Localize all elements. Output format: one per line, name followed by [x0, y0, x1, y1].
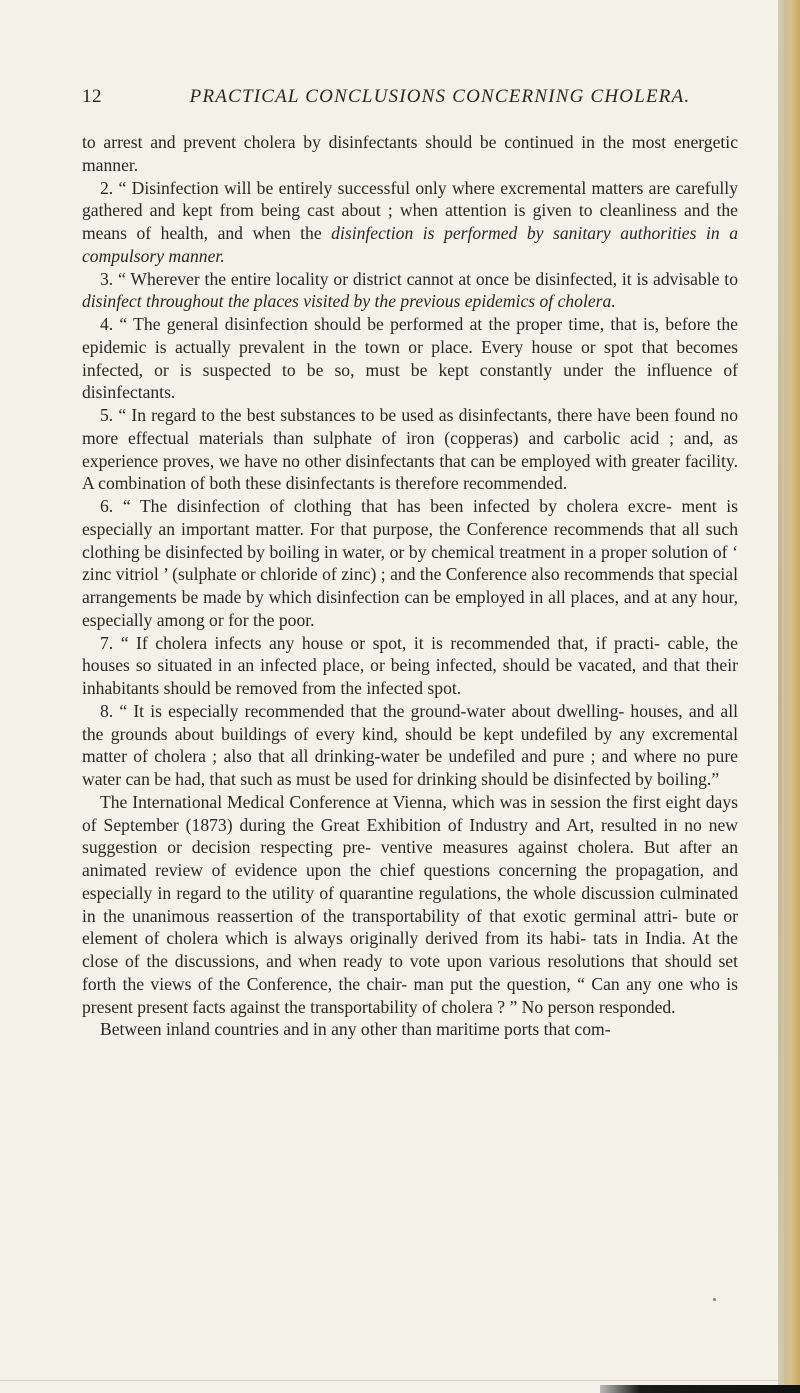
paragraph-text: 4. “ The general disinfection should be performed at the proper time, that is, before the epidemic is actually prevalent in the town or place. Every house or spot that becomes infected, or is suspected to be so, must be kept constantly under the influence of disinfectants. — [82, 314, 738, 403]
paragraph-item-5 — [82, 404, 738, 495]
paragraph-text: 3. “ Wherever the entire locality or district cannot at once be disinfected, it is advisable to — [100, 268, 738, 289]
bottom-rule — [0, 1380, 778, 1381]
paragraph-text: 8. “ It is especially recommended that the ground-water about dwelling- houses, and all the grounds about buildings of every kind, should be kept undefiled by any excremental matter of cholera ; also that all drinking-water be undefiled and pure ; and where no pure water can be had, that such as must be used for drinking should be disinfected by boiling.” — [82, 700, 738, 789]
paragraph-text: to arrest and prevent cholera by disinfectants should be continued in the most energetic manner. — [82, 132, 738, 175]
page-header — [82, 86, 738, 110]
paragraph-continuation — [82, 131, 738, 177]
paragraph-text: Between inland countries and in any other than maritime ports that com- — [100, 1019, 611, 1040]
page-number: 12 — [82, 86, 102, 107]
paragraph-emphasis: disinfect throughout the places visited by the previous epidemics of cholera. — [82, 291, 616, 312]
scan-bottom-bar — [600, 1385, 800, 1393]
paragraph-text: 7. “ If cholera infects any house or spot, it is recommended that, if practi- cable, the houses so situated in an infected place, or being infected, should be vacated, and that their inhabitants should be removed from the infected spot. — [82, 632, 738, 698]
paragraph-item-8 — [82, 700, 738, 791]
page-body — [82, 131, 738, 1041]
running-head: PRACTICAL CONCLUSIONS CONCERNING CHOLERA. — [189, 86, 691, 107]
paragraph-vienna-conference — [82, 791, 738, 1019]
paragraph-text: 6. “ The disinfection of clothing that has been infected by cholera excre- ment is especially an important matter. For that purpose, the Conference recommends that all such clothing be disinfected by boiling in water, or by chemical treatment in a proper solution of ‘ zinc vitriol ’ (sulphate or chloride of zinc) ; and the Conference also recommends that special arrangements be made by which disinfection can be employed in all places, and at any hour, especially among or for the poor. — [82, 496, 738, 630]
paragraph-item-4 — [82, 313, 738, 404]
paragraph-item-2 — [82, 177, 738, 268]
paragraph-text: The International Medical Conference at Vienna, which was in session the first eight days of September (1873) during the Great Exhibition of Industry and Art, resulted in no new suggestion or decision respecting pre- ventive measures against cholera. But after an animated review of evidence upon the chief questions concerning the propagation, and especially in regard to the utility of quarantine regulations, the whole discussion culminated in the unanimous reassertion of the transportability of that exotic germinal attri- bute or element of cholera which is always originally derived from its habi- tats in India. At the close of the discussions, and when ready to vote upon various resolutions that should set forth the views of the Conference, the chair- man put the question, “ Can any one who is present present facts against the transportability of cholera ? ” No person responded. — [82, 791, 738, 1017]
ink-speck — [713, 1298, 716, 1301]
page-edge — [778, 0, 800, 1393]
paragraph-item-7 — [82, 632, 738, 700]
paragraph-emphasis: disinfection is performed by sanitary authorities in a compulsory manner. — [82, 223, 738, 266]
paragraph-item-6 — [82, 495, 738, 632]
paragraph-text: 5. “ In regard to the best substances to be used as disinfectants, there have been found no more effectual materials than sulphate of iron (copperas) and carbolic acid ; and, as experience proves, we have no other disinfectants that can be employed with greater facility. A combination of both these disinfectants is therefore recommended. — [82, 405, 738, 494]
paragraph-item-3 — [82, 268, 738, 314]
paragraph-text: 2. “ Disinfection will be entirely successful only where excremental matters are carefully gathered and kept from being cast about ; when attention is given to cleanliness and the means of health, and when the — [82, 177, 738, 243]
paragraph-inland-countries — [82, 1018, 738, 1041]
